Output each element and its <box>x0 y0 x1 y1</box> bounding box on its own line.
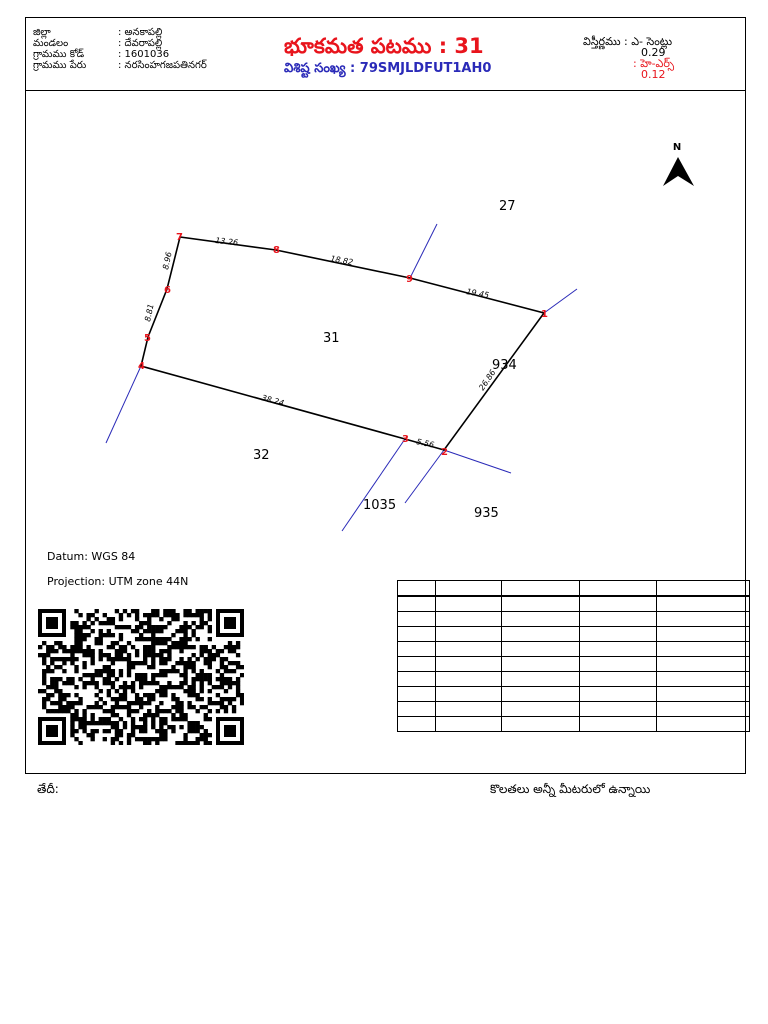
table-cell <box>580 717 657 732</box>
edge-3-4-length: 38.24 <box>260 393 285 408</box>
area-acres-value: 0.29 <box>641 46 666 59</box>
table-cell <box>436 657 502 672</box>
area-hectare-value: 0.12 <box>641 68 666 81</box>
units-note: కొలతలు అన్నీ మీటరులో ఉన్నాయి <box>490 782 651 796</box>
parcel-number: 31 <box>323 331 340 346</box>
vertex-8: 8 <box>273 245 280 256</box>
table-cell <box>398 672 436 687</box>
coordinates-table <box>397 580 750 732</box>
table-row <box>398 581 750 597</box>
table-cell <box>502 702 580 717</box>
table-cell <box>398 596 436 612</box>
table-cell <box>436 612 502 627</box>
table-cell <box>657 581 750 597</box>
edge-lengths <box>143 236 497 450</box>
table-cell <box>398 702 436 717</box>
table-cell <box>436 687 502 702</box>
table-cell <box>502 581 580 597</box>
table-cell <box>657 672 750 687</box>
page-title: భూకమత పటము : 31 <box>284 34 484 58</box>
projection-text: Projection: UTM zone 44N <box>47 575 189 588</box>
table-cell <box>502 672 580 687</box>
neighbor-line-1 <box>544 289 577 313</box>
table-row <box>398 657 750 672</box>
vertex-labels <box>138 232 548 458</box>
table-cell <box>657 687 750 702</box>
table-row <box>398 642 750 657</box>
edge-9-1-length: 19.45 <box>465 287 490 300</box>
north-label: N <box>672 142 682 153</box>
neighbor-lines <box>106 224 577 531</box>
table-cell <box>502 596 580 612</box>
table-cell <box>398 642 436 657</box>
table-cell <box>657 612 750 627</box>
parcel-boundary <box>141 237 544 450</box>
neighbor-1035: 1035 <box>363 498 397 513</box>
table-cell <box>580 627 657 642</box>
qr-code <box>38 609 244 745</box>
vertex-3: 3 <box>402 434 409 445</box>
table-cell <box>436 702 502 717</box>
table-cell <box>398 687 436 702</box>
table-cell <box>398 581 436 597</box>
table-cell <box>657 717 750 732</box>
table-cell <box>580 612 657 627</box>
table-cell <box>502 657 580 672</box>
neighbor-line-2-south <box>405 450 444 503</box>
village-code-value: : 1601036 <box>118 49 170 60</box>
neighbor-line-2-east <box>444 450 511 473</box>
datum-text: Datum: WGS 84 <box>47 550 136 563</box>
edge-6-7-length: 8.96 <box>161 251 174 271</box>
table-cell <box>398 612 436 627</box>
vertex-5: 5 <box>144 333 151 344</box>
vertex-4: 4 <box>138 361 145 372</box>
edge-8-9-length: 18.82 <box>329 254 354 267</box>
table-cell <box>657 702 750 717</box>
village-name-value: : నరసింహగజపతినగర్ <box>118 60 207 71</box>
table-cell <box>436 642 502 657</box>
vertex-7: 7 <box>176 232 183 243</box>
neighbor-934: 934 <box>492 358 517 373</box>
edge-2-3-length: 5.56 <box>415 437 435 450</box>
table-cell <box>502 717 580 732</box>
table-cell <box>657 657 750 672</box>
table-cell <box>398 657 436 672</box>
north-arrow-icon <box>663 157 694 186</box>
table-cell <box>436 717 502 732</box>
table-cell <box>436 627 502 642</box>
table-cell <box>580 657 657 672</box>
table-cell <box>436 672 502 687</box>
edge-7-8-length: 13.26 <box>214 236 239 248</box>
table-row <box>398 672 750 687</box>
neighbor-32: 32 <box>253 448 270 463</box>
edge-5-6-length: 8.81 <box>143 303 156 323</box>
table-cell <box>657 642 750 657</box>
table-cell <box>502 612 580 627</box>
edge-1-2-length: 26.86 <box>477 368 498 393</box>
table-cell <box>436 581 502 597</box>
table-cell <box>580 596 657 612</box>
mandal-label: మండలం <box>33 38 69 49</box>
table-cell <box>398 717 436 732</box>
neighbor-27: 27 <box>499 199 516 214</box>
table-cell <box>657 596 750 612</box>
date-label: తేదీ: <box>37 782 59 796</box>
area-hectare-label: : హె-ఎర్స్ <box>633 57 675 70</box>
vertex-2: 2 <box>441 447 448 458</box>
table-row <box>398 717 750 732</box>
table-row <box>398 596 750 612</box>
neighbor-line-9 <box>410 224 437 278</box>
table-cell <box>657 627 750 642</box>
table-cell <box>436 596 502 612</box>
table-cell <box>580 672 657 687</box>
neighbor-line-4 <box>106 366 141 443</box>
table-cell <box>398 627 436 642</box>
village-name-label: గ్రామము పేరు <box>33 60 87 71</box>
unique-id: విశిష్ట సంఖ్య : 79SMJLDFUT1AH0 <box>284 61 492 76</box>
village-code-label: గ్రామము కోడ్ <box>33 49 85 60</box>
table-row <box>398 687 750 702</box>
table-cell <box>502 687 580 702</box>
table-cell <box>580 581 657 597</box>
table-cell <box>502 642 580 657</box>
table-cell <box>580 702 657 717</box>
table-cell <box>580 687 657 702</box>
vertex-9: 9 <box>406 274 413 285</box>
table-cell <box>580 642 657 657</box>
table-row <box>398 702 750 717</box>
district-label: జిల్లా <box>33 27 51 38</box>
table-cell <box>502 627 580 642</box>
vertex-1: 1 <box>541 309 548 320</box>
district-value: : అనకాపల్లి <box>118 27 163 38</box>
area-label: విస్తీర్ణము : ఎ- సెంట్లు <box>583 35 673 48</box>
vertex-6: 6 <box>164 285 171 296</box>
table-row <box>398 627 750 642</box>
mandal-value: : దేవరాపల్లి <box>118 38 163 49</box>
neighbor-935: 935 <box>474 506 499 521</box>
table-row <box>398 612 750 627</box>
neighbor-line-3 <box>342 439 405 531</box>
